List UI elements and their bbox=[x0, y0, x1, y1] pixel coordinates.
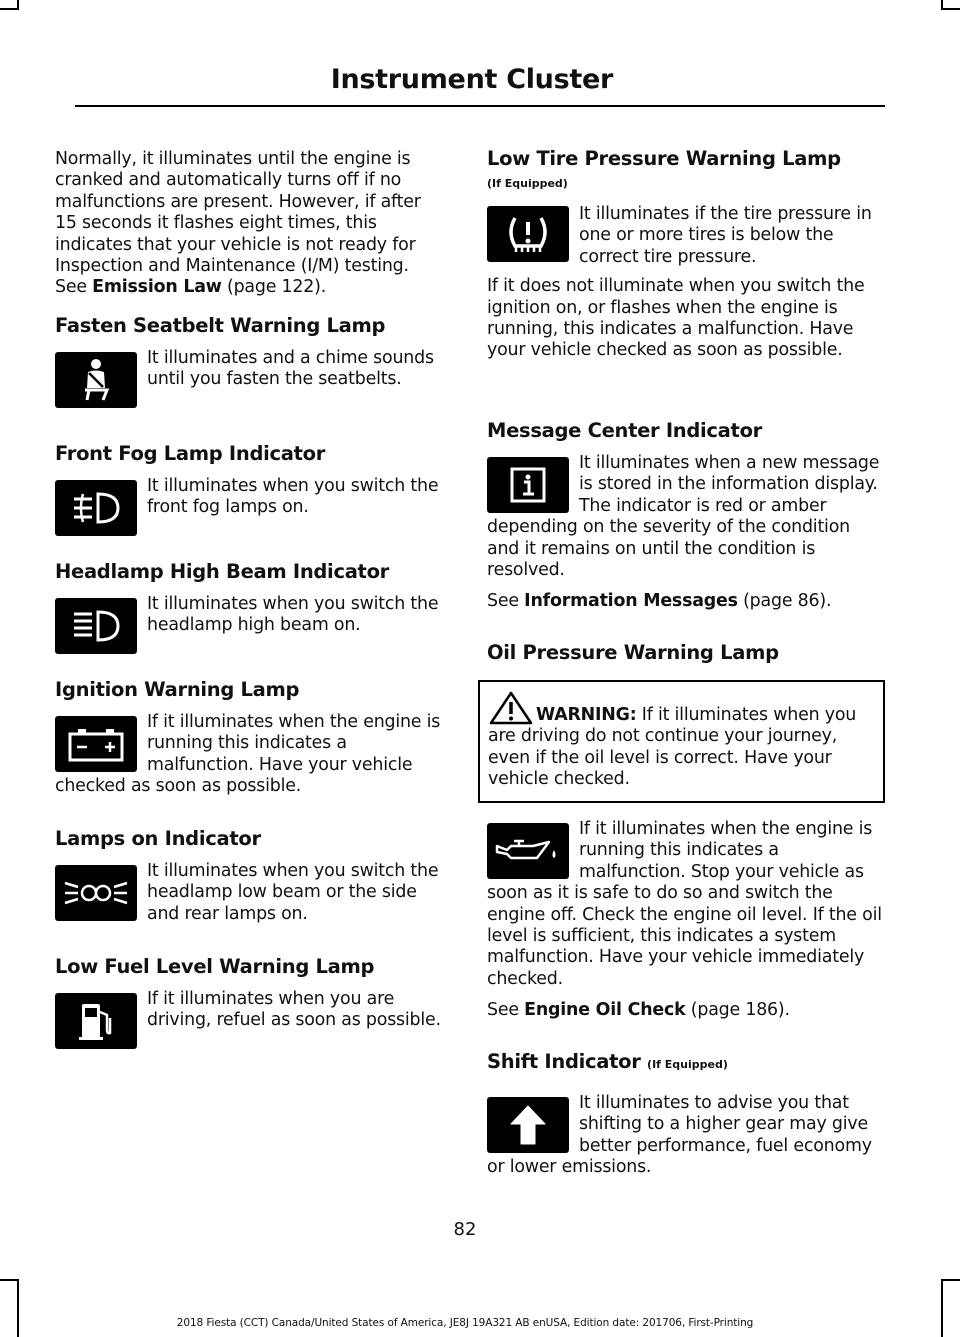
lamps-text: It illuminates when you switch the headlamp low beam or the side and rear lamps on. bbox=[147, 861, 439, 924]
shift-indicator-text: It illuminates to advise you that shifting to a higher gear may give better performance, fuel economy or lower emissions. bbox=[487, 1093, 872, 1178]
information-icon bbox=[487, 457, 569, 513]
crop-mark bbox=[941, 1279, 960, 1281]
fuel-section bbox=[55, 955, 445, 1052]
crop-mark bbox=[941, 0, 943, 10]
oil-can-icon bbox=[487, 823, 569, 879]
high-beam-icon bbox=[55, 598, 137, 654]
crop-mark bbox=[941, 1279, 943, 1337]
crop-mark bbox=[941, 8, 960, 10]
fog-heading: Front Fog Lamp Indicator bbox=[55, 442, 326, 465]
seatbelt-heading: Fasten Seatbelt Warning Lamp bbox=[55, 314, 386, 337]
message-center-section bbox=[487, 419, 887, 613]
tire-pressure-text: It illuminates if the tire pressure in one or more tires is below the correct tire pressure. bbox=[579, 204, 872, 267]
message-center-heading: Message Center Indicator bbox=[487, 419, 762, 442]
footer-edition-info: 2018 Fiesta (CCT) Canada/United States of America, JE8J 19A321 AB enUSA, Edition date: 201706, First-Printing bbox=[176, 1317, 754, 1329]
fuel-text: If it illuminates when you are driving, refuel as soon as possible. bbox=[147, 989, 441, 1031]
emission-law-link[interactable]: Emission Law bbox=[92, 277, 222, 298]
high-beam-section bbox=[55, 560, 445, 657]
fuel-heading: Low Fuel Level Warning Lamp bbox=[55, 955, 375, 978]
page-number: 82 bbox=[453, 1219, 477, 1240]
high-beam-heading: Headlamp High Beam Indicator bbox=[55, 560, 389, 583]
tire-pressure-icon bbox=[487, 206, 569, 262]
seatbelt-section bbox=[55, 314, 445, 411]
up-arrow-icon bbox=[487, 1097, 569, 1153]
message-center-see: See Information Messages (page 86). bbox=[487, 591, 832, 612]
battery-icon bbox=[55, 716, 137, 772]
tire-pressure-heading: Low Tire Pressure Warning Lamp bbox=[487, 147, 841, 170]
intro-page-ref: (page 122). bbox=[221, 277, 327, 298]
oil-warning-text: WARNING: If it illuminates when you are driving do not continue your journey, even if the oil level is correct. Have your vehicle checked. bbox=[488, 690, 875, 791]
oil-pressure-section bbox=[487, 641, 887, 665]
tire-pressure-section bbox=[487, 147, 887, 362]
information-messages-link[interactable]: Information Messages bbox=[524, 591, 738, 612]
page-title: Instrument Cluster bbox=[330, 64, 613, 95]
oil-pressure-body bbox=[487, 819, 887, 1022]
oil-pressure-heading: Oil Pressure Warning Lamp bbox=[487, 641, 779, 664]
tire-pressure-malfunction-text: If it does not illuminate when you switch the ignition on, or flashes when the engine is running, this indicates a malfunction. Have your vehicle checked as soon as possible. bbox=[487, 276, 865, 361]
oil-pressure-see: See Engine Oil Check (page 186). bbox=[487, 1000, 790, 1021]
ignition-text: If it illuminates when the engine is running this indicates a malfunction. Have your vehicle checked as soon as possible. bbox=[55, 712, 441, 797]
fuel-pump-icon bbox=[55, 993, 137, 1049]
warning-label: WARNING: bbox=[536, 705, 637, 725]
front-fog-lamp-icon bbox=[55, 480, 137, 536]
lamps-heading: Lamps on Indicator bbox=[55, 827, 261, 850]
tire-if-equipped: (If Equipped) bbox=[487, 177, 568, 190]
oil-pressure-text: If it illuminates when the engine is running this indicates a malfunction. Stop your vehicle as soon as it is safe to do so and switch the engine off. Check the engine oil level. If the oil level is sufficient, this indicates a system malfunction. Have your vehicle immediately checked. bbox=[487, 819, 882, 989]
fog-section bbox=[55, 442, 445, 539]
lamps-section bbox=[55, 827, 445, 925]
oil-warning-box bbox=[478, 680, 885, 803]
shift-indicator-section bbox=[487, 1050, 887, 1179]
ignition-section bbox=[55, 678, 445, 798]
shift-if-equipped: (If Equipped) bbox=[647, 1058, 728, 1071]
low-beam-lamps-icon bbox=[55, 865, 137, 921]
intro-text: Normally, it illuminates until the engine is cranked and automatically turns off if no malfunctions are present. However, if after 15 seconds it flashes eight times, this indicates that your vehicle is not ready for Inspection and Maintenance (I/M) testing. See bbox=[55, 149, 421, 298]
shift-indicator-heading: Shift Indicator (If Equipped) bbox=[487, 1050, 728, 1073]
seatbelt-icon bbox=[55, 352, 137, 408]
message-center-text: It illuminates when a new message is stored in the information display. The indicator is red or amber depending on the severity of the condition and it remains on until the condition is resolved. bbox=[487, 453, 880, 581]
seatbelt-text: It illuminates and a chime sounds until you fasten the seatbelts. bbox=[147, 348, 434, 390]
high-beam-text: It illuminates when you switch the headlamp high beam on. bbox=[147, 594, 439, 636]
crop-mark bbox=[17, 0, 19, 10]
warning-triangle-icon bbox=[488, 690, 534, 726]
fog-text: It illuminates when you switch the front fog lamps on. bbox=[147, 476, 439, 518]
ignition-heading: Ignition Warning Lamp bbox=[55, 678, 300, 701]
intro-paragraph bbox=[55, 149, 445, 299]
header-divider bbox=[75, 105, 885, 107]
engine-oil-check-link[interactable]: Engine Oil Check bbox=[524, 1000, 686, 1021]
